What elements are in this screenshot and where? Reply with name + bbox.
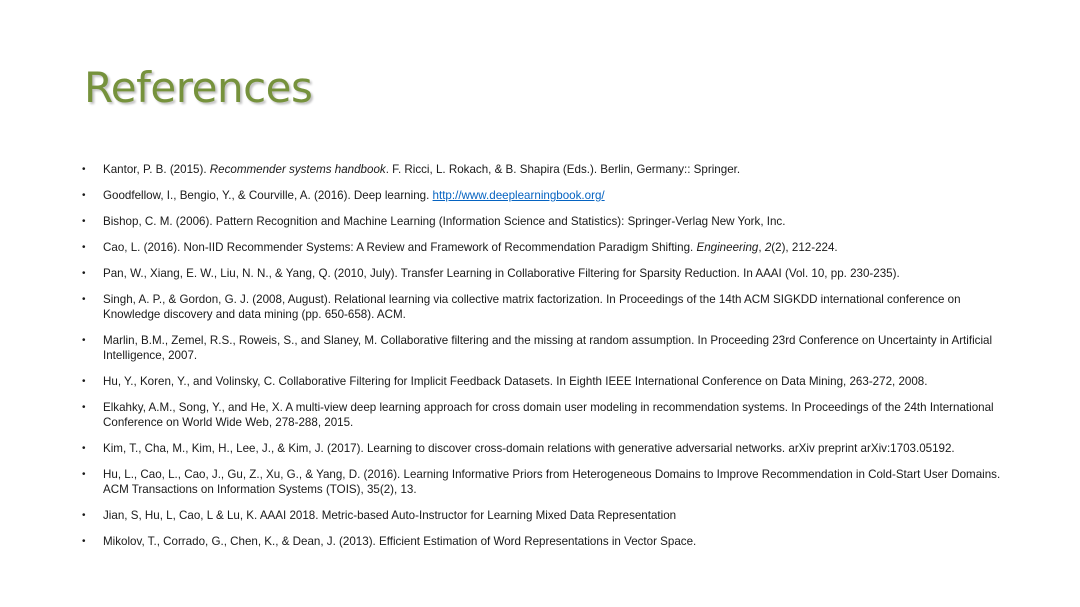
reference-text: Hu, L., Cao, L., Cao, J., Gu, Z., Xu, G., & Yang, D. (2016). Learning Informative Priors from Heterogeneous Domains to Improve Recommendation in Cold-Start User Domains. ACM Transactions on Information Systems (TOIS), 35(2), 13. xyxy=(103,468,1001,496)
reference-item xyxy=(82,162,1002,177)
reference-item xyxy=(82,240,1002,255)
reference-text: Marlin, B.M., Zemel, R.S., Roweis, S., and Slaney, M. Collaborative filtering and the missing at random assumption. In Proceeding 23rd Conference on Uncertainty in Artificial Intelligence, 2007. xyxy=(103,334,993,362)
reference-item xyxy=(82,333,1002,363)
reference-text: Cao, L. (2016). Non-IID Recommender Systems: A Review and Framework of Recommendation Paradigm Shifting. xyxy=(103,241,697,254)
reference-item xyxy=(82,400,1002,430)
reference-item xyxy=(82,214,1002,229)
reference-text: Kantor, P. B. (2015). xyxy=(103,163,210,176)
bullet-icon: • xyxy=(82,402,86,413)
reference-text: , xyxy=(758,241,765,254)
reference-list xyxy=(82,162,1002,560)
bullet-icon: • xyxy=(82,376,86,387)
reference-text: Goodfellow, I., Bengio, Y., & Courville, A. (2016). Deep learning. xyxy=(103,189,433,202)
reference-text: Elkahky, A.M., Song, Y., and He, X. A multi-view deep learning approach for cross domain user modeling in recommendation systems. In Proceedings of the 24th International Conference on World Wide Web, 278-288, 2015. xyxy=(103,401,994,429)
slide-title: References xyxy=(84,63,313,112)
reference-text: Singh, A. P., & Gordon, G. J. (2008, August). Relational learning via collective matrix factorization. In Proceedings of the 14th ACM SIGKDD international conference on Knowledge discovery and data mining (pp. 650-658). ACM. xyxy=(103,293,961,321)
reference-text: Jian, S, Hu, L, Cao, L & Lu, K. AAAI 2018. Metric-based Auto-Instructor for Learning Mixed Data Representation xyxy=(103,509,677,522)
reference-item xyxy=(82,292,1002,322)
reference-italic: 2 xyxy=(764,241,772,254)
reference-text: Pan, W., Xiang, E. W., Liu, N. N., & Yang, Q. (2010, July). Transfer Learning in Collaborative Filtering for Sparsity Reduction. In AAAI (Vol. 10, pp. 230-235). xyxy=(103,267,900,280)
reference-text: Mikolov, T., Corrado, G., Chen, K., & Dean, J. (2013). Efficient Estimation of Word Representations in Vector Space. xyxy=(103,535,697,548)
reference-item xyxy=(82,534,1002,549)
bullet-icon: • xyxy=(82,510,86,521)
reference-item xyxy=(82,374,1002,389)
reference-item xyxy=(82,467,1002,497)
reference-item xyxy=(82,266,1002,281)
bullet-icon: • xyxy=(82,335,86,346)
bullet-icon: • xyxy=(82,216,86,227)
reference-text: (2), 212-224. xyxy=(771,241,838,254)
bullet-icon: • xyxy=(82,242,86,253)
reference-text: Kim, T., Cha, M., Kim, H., Lee, J., & Kim, J. (2017). Learning to discover cross-domain relations with generative adversarial networks. arXiv preprint arXiv:1703.05192. xyxy=(103,442,955,455)
reference-italic: Recommender systems handbook xyxy=(209,163,386,176)
reference-text: . F. Ricci, L. Rokach, & B. Shapira (Eds.). Berlin, Germany:: Springer. xyxy=(385,163,741,176)
reference-text: Bishop, C. M. (2006). Pattern Recognition and Machine Learning (Information Science and Statistics): Springer-Verlag New York, Inc. xyxy=(103,215,786,228)
bullet-icon: • xyxy=(82,469,86,480)
bullet-icon: • xyxy=(82,268,86,279)
bullet-icon: • xyxy=(82,294,86,305)
reference-item xyxy=(82,508,1002,523)
bullet-icon: • xyxy=(82,443,86,454)
reference-text: Hu, Y., Koren, Y., and Volinsky, C. Collaborative Filtering for Implicit Feedback Datasets. In Eighth IEEE International Conference on Data Mining, 263-272, 2008. xyxy=(103,375,928,388)
bullet-icon: • xyxy=(82,190,86,201)
bullet-icon: • xyxy=(82,164,86,175)
reference-item xyxy=(82,441,1002,456)
reference-link[interactable]: http://www.deeplearningbook.org/ xyxy=(432,189,605,202)
reference-italic: Engineering xyxy=(696,241,759,254)
bullet-icon: • xyxy=(82,536,86,547)
reference-item xyxy=(82,188,1002,203)
